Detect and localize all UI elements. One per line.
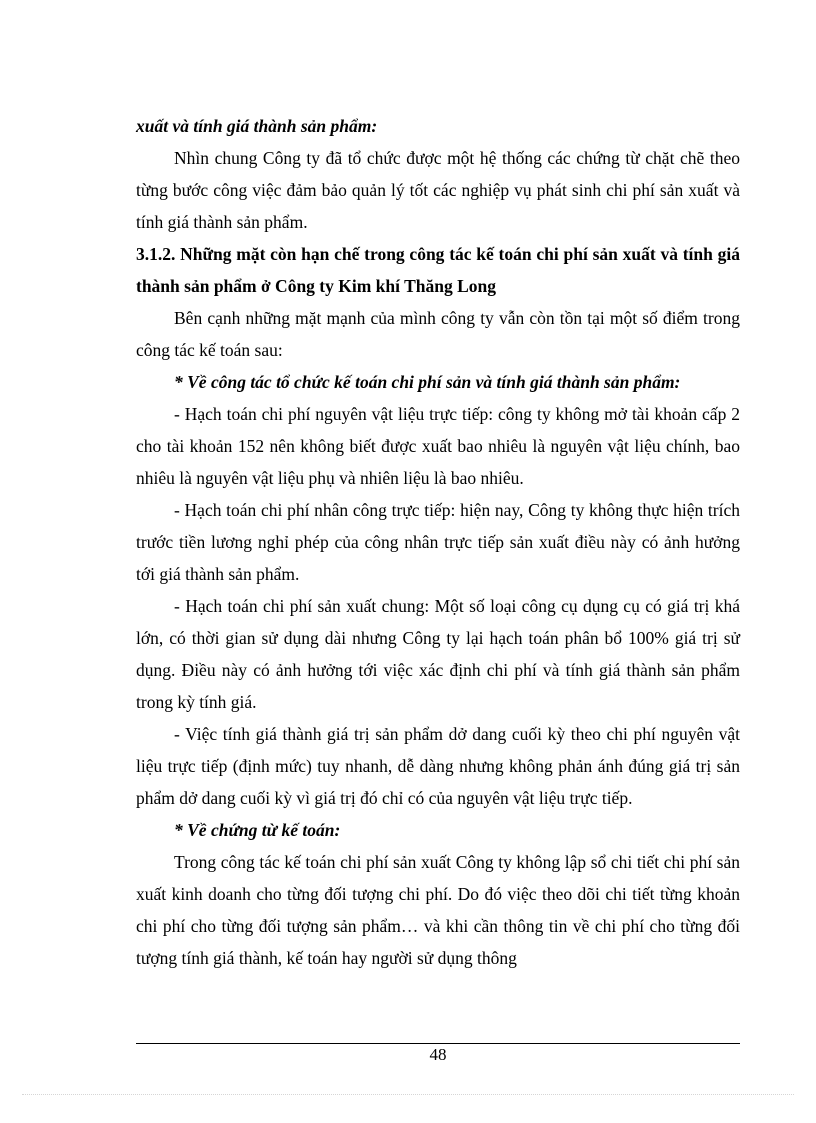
paragraph-7: Trong công tác kế toán chi phí sản xuất Công ty không lập sổ chi tiết chi phí sản xuất kinh doanh cho từng đối tượng chi phí. Do đó việc theo dõi chi tiết từng khoản chi phí cho từng đối tượng sản phẩm… và khi cần thông tin về chi phí cho từng đối tượng tính giá thành, kế toán hay người sử dụng thông [136,852,740,968]
paragraph-3: - Hạch toán chi phí nguyên vật liệu trực tiếp: công ty không mở tài khoản cấp 2 cho tài khoản 152 nên không biết được xuất bao nhiêu là nguyên vật liệu chính, bao nhiêu là nguyên vật liệu phụ và nhiên liệu là bao nhiêu. [136,404,740,488]
subheading-cost-accounting: * Về công tác tổ chức kế toán chi phí sản và tính giá thành sản phẩm: [174,372,681,392]
page-number: 48 [429,1045,447,1064]
paragraph-6: - Việc tính giá thành giá trị sản phẩm dở dang cuối kỳ theo chi phí nguyên vật liệu trực tiếp (định mức) tuy nhanh, dễ dàng nhưng không phản ánh đúng giá trị sản phẩm dở dang cuối kỳ vì giá trị đó chỉ có của nguyên vật liệu trực tiếp. [136,724,740,808]
page-body [136,110,740,974]
paragraph-5: - Hạch toán chi phí sản xuất chung: Một số loại công cụ dụng cụ có giá trị khá lớn, có thời gian sử dụng dài nhưng Công ty lại hạch toán phân bổ 100% giá trị sử dụng. Điều này có ảnh hưởng tới việc xác định chi phí và tính giá thành sản phẩm trong kỳ tính giá. [136,596,740,712]
section-continuation-heading: xuất và tính giá thành sản phẩm: [136,116,378,136]
page-bottom-border [22,1094,794,1095]
paragraph-2: Bên cạnh những mặt mạnh của mình công ty vẫn còn tồn tại một số điểm trong công tác kế toán sau: [136,308,740,360]
paragraph-1: Nhìn chung Công ty đã tổ chức được một hệ thống các chứng từ chặt chẽ theo từng bước công việc đảm bảo quản lý tốt các nghiệp vụ phát sinh chi phí sản xuất và tính giá thành sản phẩm. [136,148,740,232]
paragraph-4: - Hạch toán chi phí nhân công trực tiếp: hiện nay, Công ty không thực hiện trích trước tiền lương nghỉ phép của công nhân trực tiếp sản xuất điều này có ảnh hưởng tới giá thành sản phẩm. [136,500,740,584]
subheading-accounting-documents: * Về chứng từ kế toán: [174,820,341,840]
section-heading-3-1-2: 3.1.2. Những mặt còn hạn chế trong công tác kế toán chi phí sản xuất và tính giá thành sản phẩm ở Công ty Kim khí Thăng Long [136,244,740,296]
